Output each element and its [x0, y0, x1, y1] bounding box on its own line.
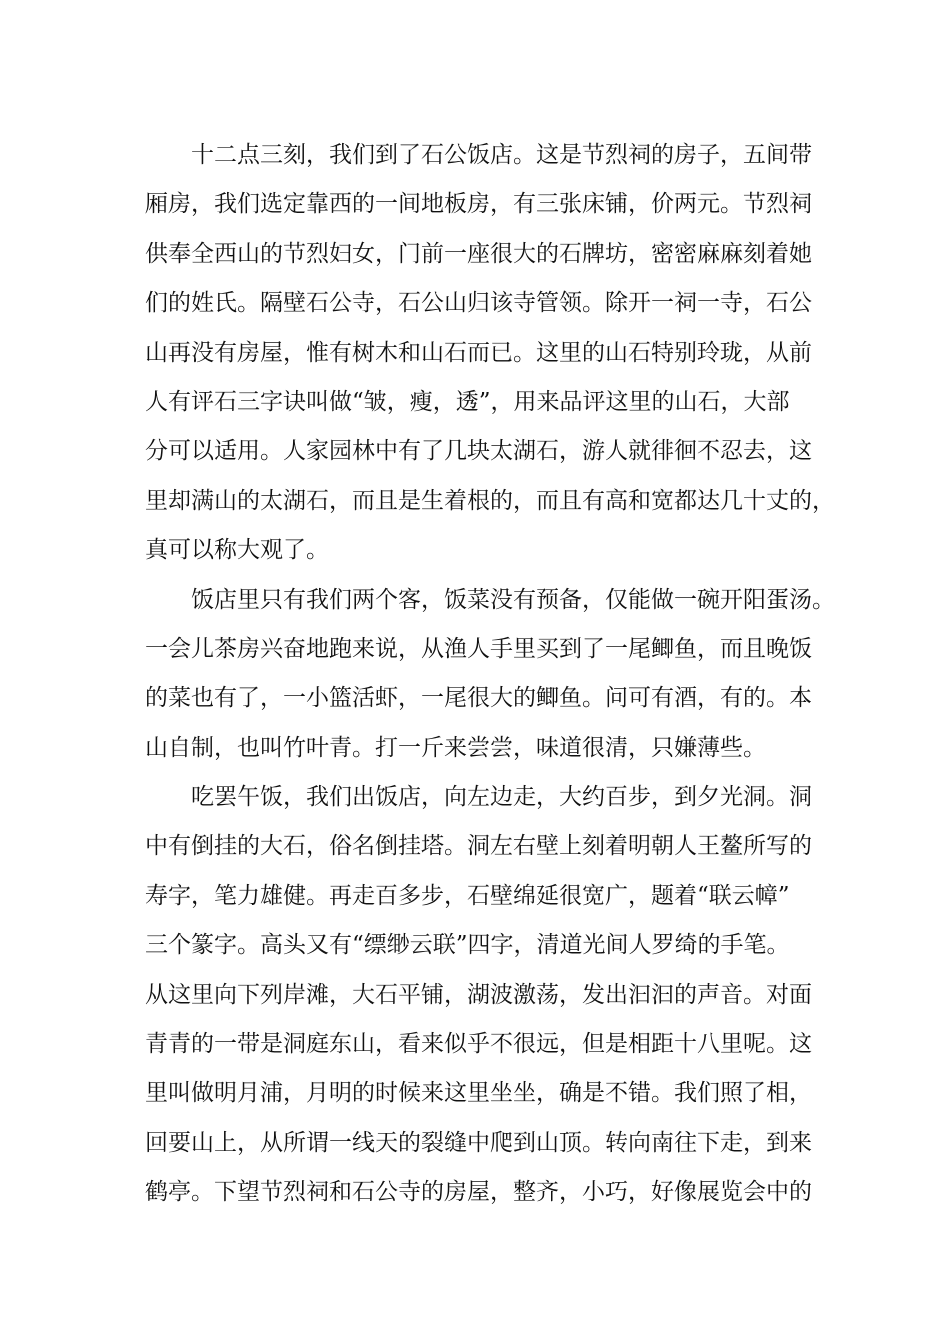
- text-line: 的菜也有了，一小篮活虾，一尾很大的鲫鱼。问可有酒，有的。本: [145, 685, 812, 712]
- text-line: 三个篆字。高头又有“缥缈云联”四字，清道光间人罗绮的手笔。: [145, 932, 790, 959]
- text-line: 山再没有房屋，惟有树木和山石而已。这里的山石特别玲珑，从前: [145, 339, 812, 366]
- text-line: 饭店里只有我们两个客，饭菜没有预备，仅能做一碗开阳蛋汤。: [191, 586, 835, 613]
- paragraph-3: [145, 773, 835, 1218]
- text-line: 一会儿茶房兴奋地跑来说，从渔人手里买到了一尾鲫鱼，而且晚饭: [145, 635, 812, 662]
- paragraph-1: [145, 131, 835, 576]
- text-line: 人有评石三字诀叫做“皱，瘦，透”，用来品评这里的山石，大部: [145, 388, 790, 415]
- text-line: 里却满山的太湖石，而且是生着根的，而且有高和宽都达几十丈的，: [145, 487, 835, 514]
- paragraph-2: [145, 576, 835, 774]
- text-line: 回要山上，从所谓一线天的裂缝中爬到山顶。转向南往下走，到来: [145, 1129, 812, 1156]
- text-line: 吃罢午饭，我们出饭店，向左边走，大约百步，到夕光洞。洞: [191, 784, 812, 811]
- text-line: 鹤亭。下望节烈祠和石公寺的房屋，整齐，小巧，好像展览会中的: [145, 1179, 812, 1206]
- text-line: 供奉全西山的节烈妇女，门前一座很大的石牌坊，密密麻麻刻着她: [145, 240, 812, 267]
- text-line: 寿字，笔力雄健。再走百多步，石壁绵延很宽广，题着“联云幛”: [145, 882, 790, 909]
- text-line: 十二点三刻，我们到了石公饭店。这是节烈祠的房子，五间带: [191, 142, 812, 168]
- text-line: 青青的一带是洞庭东山，看来似乎不很远，但是相距十八里呢。这: [145, 1031, 812, 1058]
- text-line: 厢房，我们选定靠西的一间地板房，有三张床铺，价两元。节烈祠: [145, 191, 812, 218]
- text-line: 山自制，也叫竹叶青。打一斤来尝尝，味道很清，只嫌薄些。: [145, 734, 766, 761]
- text-line: 里叫做明月浦，月明的时候来这里坐坐，确是不错。我们照了相，: [145, 1080, 812, 1107]
- text-line: 分可以适用。人家园林中有了几块太湖石，游人就徘徊不忍去，这: [145, 438, 812, 465]
- text-line: 们的姓氏。隔壁石公寺，石公山归该寺管领。除开一祠一寺，石公: [145, 290, 812, 317]
- text-line: 中有倒挂的大石，俗名倒挂塔。洞左右壁上刻着明朝人王鳌所写的: [145, 833, 812, 860]
- text-line: 真可以称大观了。: [145, 537, 329, 564]
- text-line: 从这里向下列岸滩，大石平铺，湖波激荡，发出汩汩的声音。对面: [145, 981, 812, 1008]
- document-body: [145, 131, 835, 1218]
